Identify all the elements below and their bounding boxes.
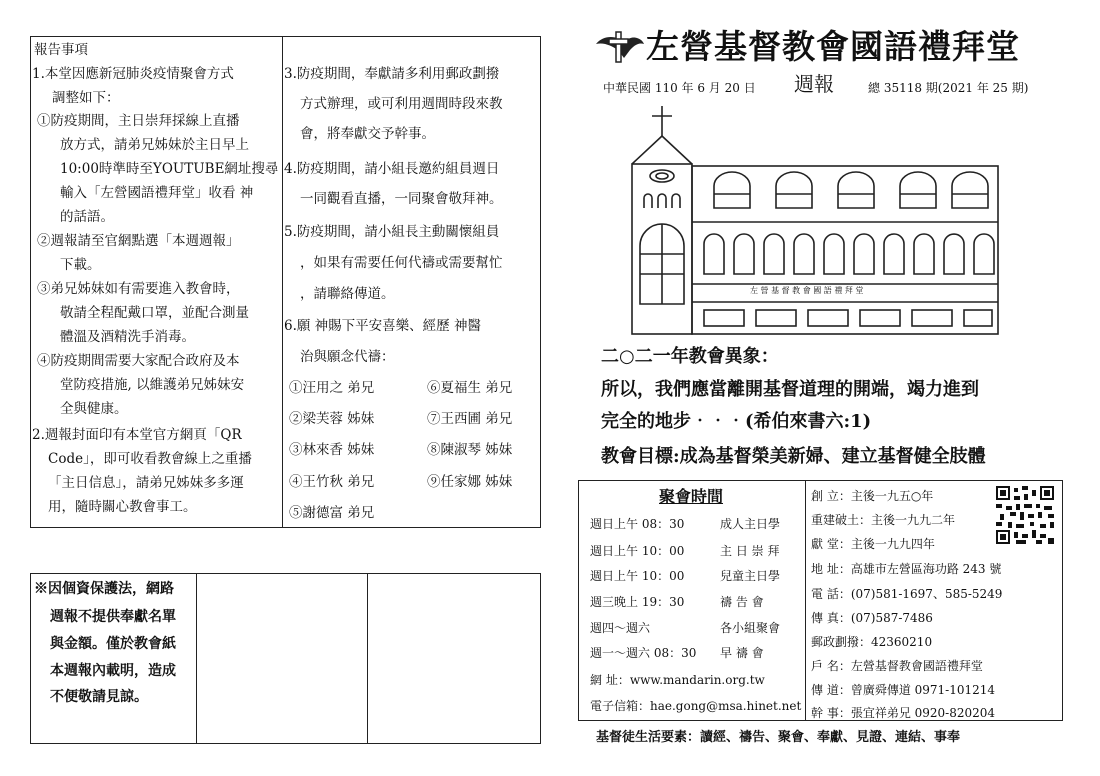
prayer-name: ③林來香 姊妹 [289, 442, 375, 458]
info-founded: 創 立：主後一九五○年 [811, 489, 934, 503]
schedule-event: 各小組聚會 [720, 621, 781, 635]
prayer-name: ①汪用之 弟兄 [289, 380, 375, 396]
report-item5-line: 5.防疫期間，請小組長主動關懷組員 [284, 224, 500, 240]
bulletin-label: 週報 [794, 72, 834, 96]
report-sub1-line: 10:00時準時至YOUTUBE網址搜尋 [60, 161, 279, 177]
schedule-time: 週四～週六 [590, 621, 651, 635]
qr-code-icon[interactable] [996, 486, 1054, 544]
report-sub4-line: ④防疫期間需要大家配合政府及本 [37, 353, 240, 369]
church-email[interactable]: 電子信箱：hae.gong@msa.hinet.net [590, 699, 802, 713]
church-name-title: 左營基督教會國語禮拜堂 [646, 27, 1020, 66]
schedule-time: 週日上午 08：30 [590, 517, 685, 531]
schedule-event: 早 禱 會 [720, 646, 764, 660]
church-website[interactable]: 網 址：www.mandarin.org.tw [590, 673, 765, 687]
vision-verse-line: 所以，我們應當離開基督道理的開端，竭力進到 [601, 379, 979, 400]
report-item3-line: 會，將奉獻交予幹事。 [300, 126, 435, 142]
report-sub2-line: 下載。 [60, 257, 101, 273]
privacy-note-line: 本週報內載明，造成 [50, 663, 176, 679]
privacy-note-line: 週報不提供奉獻名單 [50, 609, 176, 625]
prayer-name: ⑧陳淑琴 姊妹 [427, 442, 513, 458]
prayer-name: ④王竹秋 弟兄 [289, 474, 375, 490]
schedule-event: 禱 告 會 [720, 595, 764, 609]
info-dedication: 獻 堂：主後一九九四年 [811, 537, 935, 551]
prayer-name: ⑨任家娜 姊妹 [427, 474, 513, 490]
schedule-event: 主 日 崇 拜 [720, 544, 780, 558]
report-item2-line: 用，隨時關心教會事工。 [48, 499, 197, 515]
report-item4-line: 4.防疫期間，請小組長邀約組員週日 [284, 161, 500, 177]
prayer-name: ⑤謝德富 弟兄 [289, 505, 375, 521]
church-building-illustration [626, 104, 1002, 336]
bulletin-issue: 總 35118 期(2021 年 25 期) [868, 81, 1029, 95]
schedule-time: 週一～週六 08：30 [590, 646, 697, 660]
report-item4-line: 一同觀看直播，一同聚會敬拜神。 [300, 191, 503, 207]
church-logo-icon [594, 30, 646, 64]
vision-verse-line: 完全的地步‧‧‧(希伯來書六:1) [601, 411, 872, 432]
privacy-box [30, 573, 541, 744]
info-postal-account: 郵政劃撥：42360210 [811, 635, 933, 649]
privacy-divider [367, 573, 368, 744]
schedule-time: 週日上午 10：00 [590, 569, 685, 583]
report-sub4-line: 全與健康。 [60, 401, 128, 417]
vision-heading: 二○二一年教會異象： [601, 346, 779, 367]
schedule-event: 成人主日學 [720, 517, 781, 531]
report-item1-line: 調整如下： [52, 90, 120, 106]
reports-column-divider [282, 36, 283, 528]
info-address: 地 址：高雄市左營區海功路 243 號 [811, 562, 1002, 576]
report-sub4-line: 堂防疫措施, 以維護弟兄姊妹安 [60, 377, 245, 393]
privacy-divider [196, 573, 197, 744]
report-item1-line: 1.本堂因應新冠肺炎疫情聚會方式 [32, 66, 234, 82]
report-sub3-line: ③弟兄姊妹如有需要進入教會時， [37, 281, 240, 297]
reports-heading: 報告事項 [34, 42, 88, 58]
schedule-event: 兒童主日學 [720, 569, 781, 583]
report-sub3-line: 體溫及酒精洗手消毒。 [60, 329, 195, 345]
bulletin-date: 中華民國 110 年 6 月 20 日 [603, 81, 756, 95]
info-account-name: 戶 名：左營基督教會國語禮拜堂 [811, 659, 983, 673]
report-sub1-line: 輸入「左營國語禮拜堂」收看 神 [60, 185, 254, 201]
report-item6-line: 6.願 神賜下平安喜樂、經歷 神醫 [284, 318, 481, 334]
prayer-name: ②梁芙蓉 姊妹 [289, 411, 375, 427]
prayer-name: ⑥夏福生 弟兄 [427, 380, 513, 396]
schedule-time: 週三晚上 19：30 [590, 595, 685, 609]
report-item2-line: 2.週報封面印有本堂官方網頁「QR [32, 427, 242, 443]
report-sub1-line: ①防疫期間，主日崇拜採線上直播 [37, 113, 240, 129]
privacy-note-line: ※因個資保護法，網路 [34, 581, 174, 597]
info-phone: 電 話：(07)581-1697、585-5249 [811, 587, 1003, 601]
prayer-name: ⑦王西圃 弟兄 [427, 411, 513, 427]
info-rebuild: 重建破土：主後一九九二年 [811, 513, 956, 527]
report-item3-line: 3.防疫期間，奉獻請多利用郵政劃撥 [284, 66, 500, 82]
privacy-note-line: 不便敬請見諒。 [50, 689, 148, 705]
report-sub1-line: 放方式，請弟兄姊妹於主日早上 [60, 137, 249, 153]
report-item3-line: 方式辦理，或可利用週間時段來教 [300, 96, 503, 112]
report-sub1-line: 的話語。 [60, 209, 114, 225]
report-item5-line: ，請聯絡傳道。 [300, 286, 395, 302]
report-item5-line: ，如果有需要任何代禱或需要幫忙 [300, 255, 503, 271]
schedule-title: 聚會時間 [659, 487, 724, 506]
schedule-time: 週日上午 10：00 [590, 544, 685, 558]
report-sub3-line: 敬請全程配戴口罩，並配合測量 [60, 305, 249, 321]
info-fax: 傳 真：(07)587-7486 [811, 611, 933, 625]
privacy-note-line: 與金額。僅於教會紙 [50, 636, 176, 652]
report-item2-line: 「主日信息」，請弟兄姊妹多多運 [48, 475, 244, 491]
building-sign: 左 營 基 督 教 會 國 語 禮 拜 堂 [750, 286, 864, 295]
christian-life-footer: 基督徒生活要素：讀經、禱告、聚會、奉獻、見證、連結、事奉 [596, 730, 961, 745]
info-box-divider [805, 480, 806, 721]
info-pastor: 傳 道：曾廣舜傳道 0971-101214 [811, 683, 996, 697]
info-secretary: 幹 事：張宜祥弟兄 0920-820204 [811, 706, 996, 720]
report-item6-line: 治與願念代禱： [300, 349, 395, 365]
report-sub2-line: ②週報請至官網點選「本週週報」 [37, 233, 240, 249]
report-item2-line: Code」，即可收看教會線上之重播 [48, 451, 252, 467]
church-goal: 教會目標:成為基督榮美新婦、建立基督健全肢體 [601, 446, 986, 467]
